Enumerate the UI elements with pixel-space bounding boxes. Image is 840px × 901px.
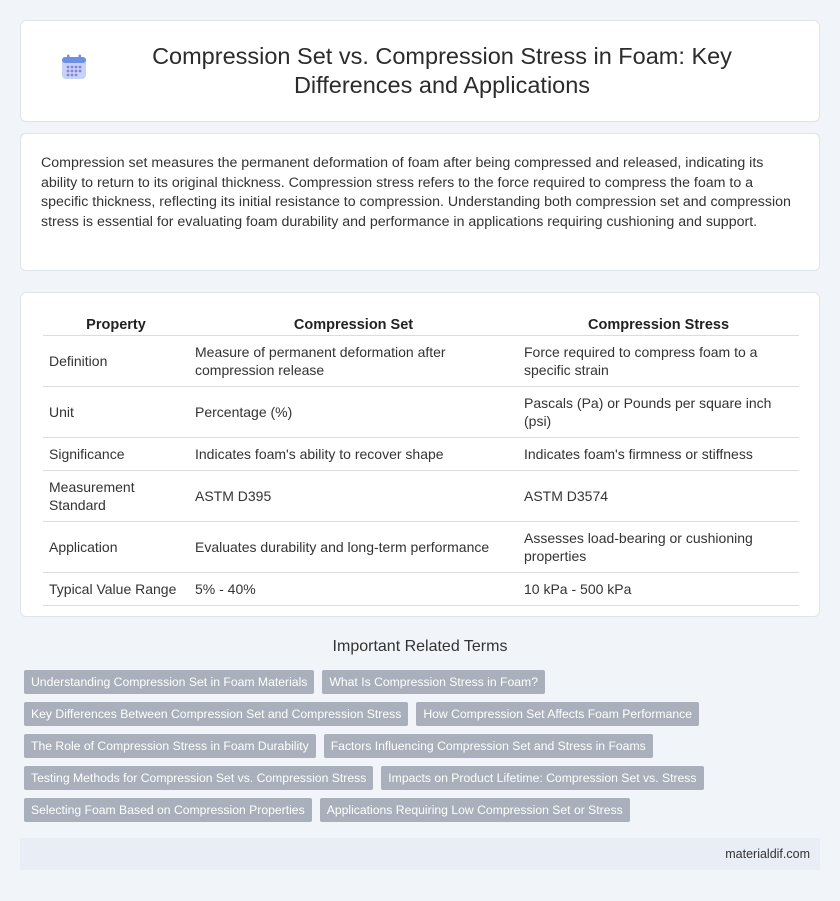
row-label: Application	[43, 522, 189, 573]
title-wrap	[21, 42, 819, 100]
row-label: Measurement Standard	[43, 471, 189, 522]
compression-set-cell: Indicates foam's ability to recover shape	[189, 438, 518, 471]
related-term-tag[interactable]: Key Differences Between Compression Set and Compression Stress	[24, 702, 408, 726]
related-term-tag[interactable]: What Is Compression Stress in Foam?	[322, 670, 545, 694]
intro-text: Compression set measures the permanent deformation of foam after being compressed and released, indicating its ability to return to its original thickness. Compression stress refers to the force required to compress the foam to a specific thickness, reflecting its initial resistance to compression. Understanding both compression set and compression stress is essential for evaluating foam durability and performance in applications requiring cushioning and support.	[41, 155, 791, 230]
compression-stress-cell: 10 kPa - 500 kPa	[518, 573, 799, 606]
related-term-tag[interactable]: Impacts on Product Lifetime: Compression Set vs. Stress	[381, 766, 703, 790]
related-term-tag[interactable]: Testing Methods for Compression Set vs. Compression Stress	[24, 766, 373, 790]
compression-stress-cell: Assesses load-bearing or cushioning properties	[518, 522, 799, 573]
footer	[20, 838, 820, 870]
related-term-tag[interactable]: Factors Influencing Compression Set and Stress in Foams	[324, 734, 653, 758]
header-property: Property	[43, 313, 189, 336]
table-row	[43, 387, 799, 438]
compression-stress-cell: Force required to compress foam to a specific strain	[518, 336, 799, 387]
tag-row	[24, 766, 824, 790]
header-compression-stress: Compression Stress	[518, 313, 799, 336]
comparison-table	[43, 313, 799, 606]
compression-set-cell: Evaluates durability and long-term performance	[189, 522, 518, 573]
intro-card	[20, 133, 820, 271]
compression-set-cell: Measure of permanent deformation after compression release	[189, 336, 518, 387]
page-title: Compression Set vs. Compression Stress in Foam: Key Differences and Applications	[152, 43, 732, 98]
compression-set-cell: 5% - 40%	[189, 573, 518, 606]
tag-row	[24, 702, 824, 726]
calendar-icon	[61, 54, 87, 80]
row-label: Unit	[43, 387, 189, 438]
footer-site-name[interactable]: materialdif.com	[725, 847, 810, 861]
row-label: Typical Value Range	[43, 573, 189, 606]
related-term-tag[interactable]: Applications Requiring Low Compression Set or Stress	[320, 798, 630, 822]
compression-set-cell: ASTM D395	[189, 471, 518, 522]
related-terms-title: Important Related Terms	[332, 638, 508, 655]
row-label: Significance	[43, 438, 189, 471]
table-row	[43, 438, 799, 471]
title-card	[20, 20, 820, 122]
table-row	[43, 471, 799, 522]
table-row	[43, 336, 799, 387]
comparison-table-card	[20, 292, 820, 617]
related-term-tag[interactable]: Selecting Foam Based on Compression Properties	[24, 798, 312, 822]
table-row	[43, 573, 799, 606]
tag-row	[24, 734, 824, 758]
tag-row	[24, 670, 824, 694]
compression-set-cell: Percentage (%)	[189, 387, 518, 438]
related-term-tag[interactable]: How Compression Set Affects Foam Performance	[416, 702, 699, 726]
compression-stress-cell: Pascals (Pa) or Pounds per square inch (psi)	[518, 387, 799, 438]
compression-stress-cell: ASTM D3574	[518, 471, 799, 522]
table-row	[43, 522, 799, 573]
table-header-row	[43, 313, 799, 336]
related-term-tag[interactable]: Understanding Compression Set in Foam Materials	[24, 670, 314, 694]
related-terms-list	[24, 670, 824, 830]
related-term-tag[interactable]: The Role of Compression Stress in Foam Durability	[24, 734, 316, 758]
header-compression-set: Compression Set	[189, 313, 518, 336]
tag-row	[24, 798, 824, 822]
compression-stress-cell: Indicates foam's firmness or stiffness	[518, 438, 799, 471]
row-label: Definition	[43, 336, 189, 387]
